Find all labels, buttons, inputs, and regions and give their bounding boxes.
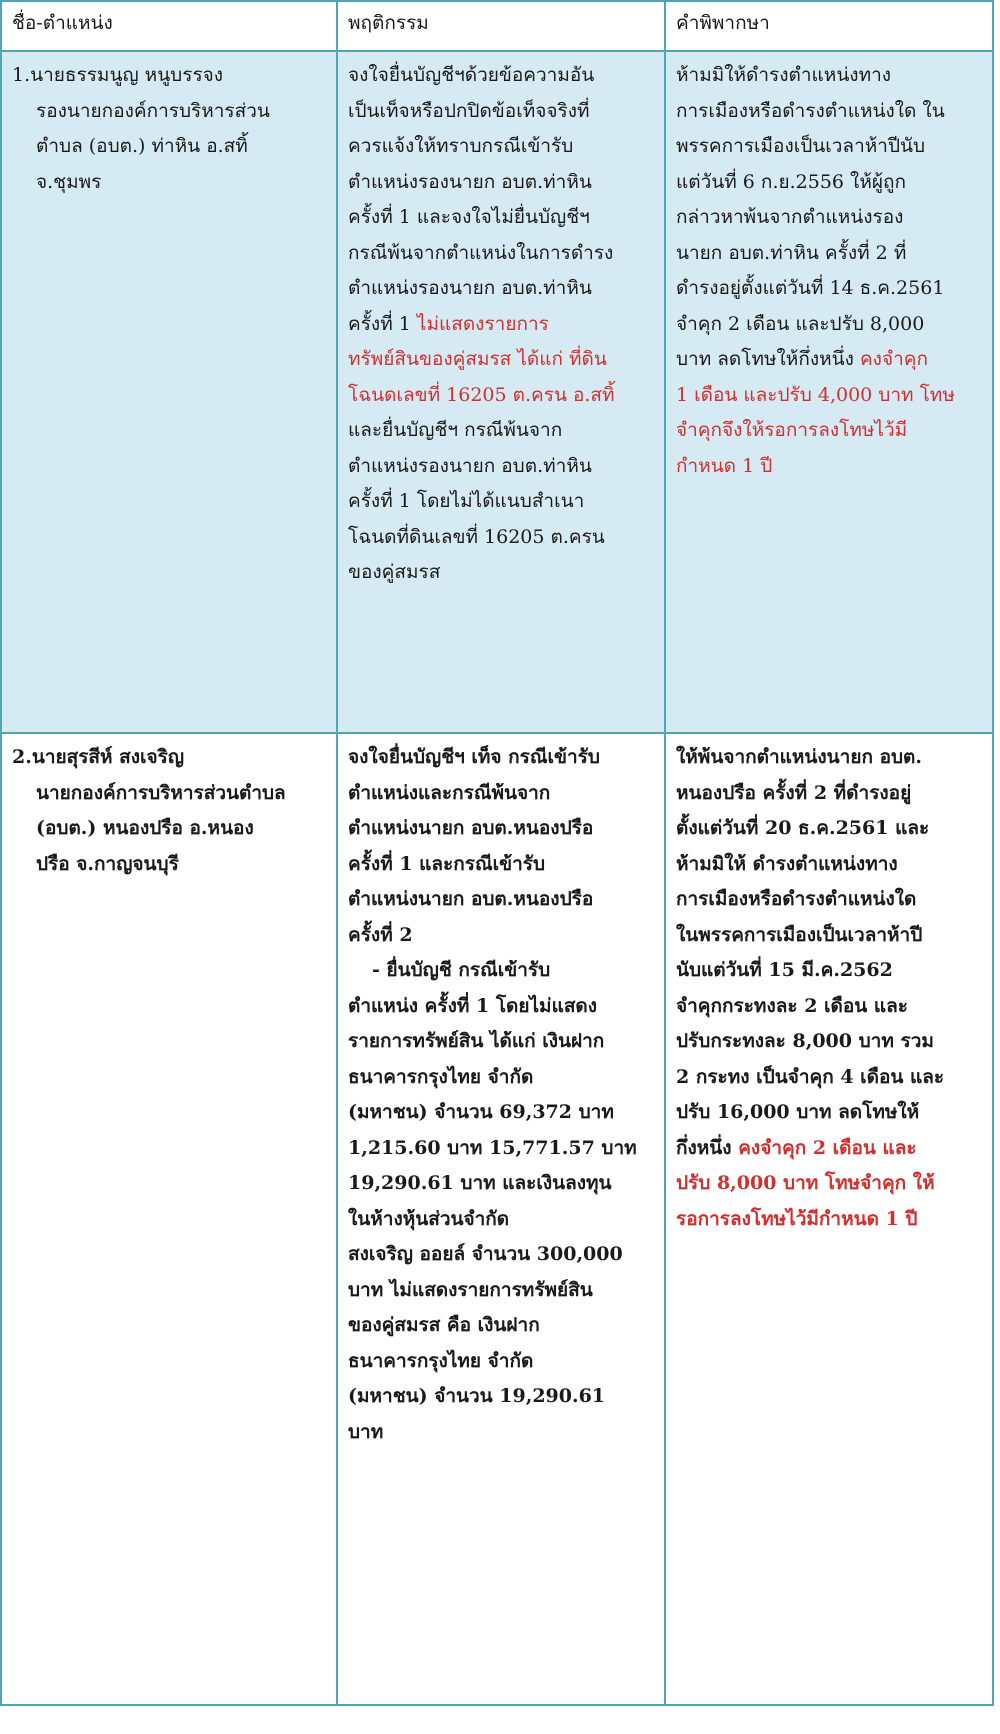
text-line: บาท xyxy=(348,1420,384,1443)
text-line: ในห้างหุ้นส่วนจำกัด xyxy=(348,1207,510,1230)
text-line: ดำรงอยู่ตั้งแต่วันที่ 14 ธ.ค.2561 xyxy=(676,277,945,299)
highlighted-text-line: โฉนดเลขที่ 16205 ต.ครน อ.สทิ้ xyxy=(348,383,615,406)
text-line: 19,290.61 บาท และเงินลงทุน xyxy=(348,1172,612,1194)
table-row xyxy=(1,733,993,1705)
text-line: ครั้งที่ 1 โดยไม่ได้แนบสำเนา xyxy=(348,490,585,512)
text-line xyxy=(348,307,654,343)
text-segment: บาท ลดโทษให้กึ่งหนึ่ง xyxy=(676,348,854,370)
text-segment: ครั้งที่ 1 xyxy=(348,312,411,335)
highlighted-text-line: ปรับ 8,000 บาท โทษจำคุก ให้ xyxy=(676,1172,935,1194)
text-line: หนองปรือ ครั้งที่ 2 ที่ดำรงอยู่ xyxy=(676,781,912,804)
highlighted-text-line: 1 เดือน และปรับ 4,000 บาท โทษ xyxy=(676,383,955,406)
cell-verdict xyxy=(665,733,993,1705)
text-line: ตำแหน่งและกรณีพ้นจาก xyxy=(348,781,551,804)
text-line: ของคู่สมรส คือ เงินฝาก xyxy=(348,1314,540,1336)
text-line: และยื่นบัญชีฯ กรณีพ้นจาก xyxy=(348,419,563,441)
text-line: ควรแจ้งให้ทราบกรณีเข้ารับ xyxy=(348,135,574,157)
text-line: แต่วันที่ 6 ก.ย.2556 ให้ผู้ถูก xyxy=(676,170,906,193)
highlighted-text: ไม่แสดงรายการ xyxy=(416,312,549,335)
text-line: เป็นเท็จหรือปกปิดข้อเท็จจริงที่ xyxy=(348,99,590,122)
cell-name-position xyxy=(1,51,337,733)
text-line: ให้พ้นจากตำแหน่งนายก อบต. xyxy=(676,746,922,768)
text-line: ของคู่สมรส xyxy=(348,561,441,583)
text-line: ปรับกระทงละ 8,000 บาท รวม xyxy=(676,1030,934,1052)
text-line: ปรือ จ.กาญจนบุรี xyxy=(36,852,179,875)
text-line: ตำแหน่ง ครั้งที่ 1 โดยไม่แสดง xyxy=(348,994,598,1017)
text-line: จำคุกกระทงละ 2 เดือน และ xyxy=(676,994,908,1017)
highlighted-text-line: ทรัพย์สินของคู่สมรส ได้แก่ ที่ดิน xyxy=(348,348,607,370)
text-line: ตำแหน่งรองนายก อบต.ท่าหิน xyxy=(348,454,592,477)
text-line: พรรคการเมืองเป็นเวลาห้าปีนับ xyxy=(676,135,926,157)
text-line: บาท ไม่แสดงรายการทรัพย์สิน xyxy=(348,1278,593,1301)
header-behavior: พฤติกรรม xyxy=(337,1,665,51)
text-line: จงใจยื่นบัญชีฯ เท็จ กรณีเข้ารับ xyxy=(348,746,600,768)
text-segment: กึ่งหนึ่ง xyxy=(676,1136,732,1159)
cell-behavior xyxy=(337,733,665,1705)
highlighted-text-line: รอการลงโทษไว้มีกำหนด 1 ปี xyxy=(676,1207,918,1230)
text-line: (มหาชน) จำนวน 19,290.61 xyxy=(348,1385,606,1407)
text-line: 2.นายสุรสีห์ สงเจริญ xyxy=(12,746,185,768)
cell-verdict xyxy=(665,51,993,733)
text-line: ตำแหน่งรองนายก อบต.ท่าหิน xyxy=(348,277,592,299)
text-line: ธนาคารกรุงไทย จำกัด xyxy=(348,1349,534,1372)
text-line: ตำแหน่งนายก อบต.หนองปรือ xyxy=(348,817,594,839)
header-verdict: คำพิพากษา xyxy=(665,1,993,51)
text-line: 1,215.60 บาท 15,771.57 บาท xyxy=(348,1136,637,1159)
text-line: ห้ามมิให้ ดำรงตำแหน่งทาง xyxy=(676,852,898,875)
text-line: (มหาชน) จำนวน 69,372 บาท xyxy=(348,1101,614,1123)
highlighted-text-line: จำคุกจึงให้รอการลงโทษไว้มี xyxy=(676,419,908,441)
text-line: การเมืองหรือดำรงตำแหน่งใด xyxy=(676,888,917,910)
text-line: ธนาคารกรุงไทย จำกัด xyxy=(348,1065,534,1088)
text-line xyxy=(676,1131,982,1167)
text-line: นายก อบต.ท่าหิน ครั้งที่ 2 ที่ xyxy=(676,241,907,264)
table-row xyxy=(1,51,993,733)
text-line: นายกองค์การบริหารส่วนตำบล xyxy=(36,781,286,804)
text-line: กล่าวหาพ้นจากตำแหน่งรอง xyxy=(676,206,904,228)
text-line: สงเจริญ ออยล์ จำนวน 300,000 xyxy=(348,1243,623,1265)
highlighted-text-line: กำหนด 1 ปี xyxy=(676,454,773,477)
text-line: การเมืองหรือดำรงตำแหน่งใด ใน xyxy=(676,99,945,122)
text-line: (อบต.) หนองปรือ อ.หนอง xyxy=(36,817,254,839)
text-line: จงใจยื่นบัญชีฯด้วยข้อความอัน xyxy=(348,64,595,86)
text-line xyxy=(676,342,982,378)
text-line: ตั้งแต่วันที่ 20 ธ.ค.2561 และ xyxy=(676,817,930,839)
text-line: โฉนดที่ดินเลขที่ 16205 ต.ครน xyxy=(348,525,605,548)
text-line: ครั้งที่ 1 และจงใจไม่ยื่นบัญชีฯ xyxy=(348,206,590,228)
text-line: ปรับ 16,000 บาท ลดโทษให้ xyxy=(676,1101,920,1123)
text-line: กรณีพ้นจากตำแหน่งในการดำรง xyxy=(348,241,614,264)
text-line: - ยื่นบัญชี กรณีเข้ารับ xyxy=(372,959,551,981)
table-header-row xyxy=(1,1,993,51)
text-line: ในพรรคการเมืองเป็นเวลาห้าปี xyxy=(676,923,923,946)
text-line: นับแต่วันที่ 15 มี.ค.2562 xyxy=(676,959,893,981)
header-name-position: ชื่อ-ตำแหน่ง xyxy=(1,1,337,51)
highlighted-text: คงจำคุก 2 เดือน และ xyxy=(738,1136,917,1159)
text-line: ตำแหน่งรองนายก อบต.ท่าหิน xyxy=(348,170,592,193)
text-line: 1.นายธรรมนูญ หนูบรรจง xyxy=(12,64,224,86)
text-line: ตำแหน่งนายก อบต.หนองปรือ xyxy=(348,888,594,910)
text-line: จำคุก 2 เดือน และปรับ 8,000 xyxy=(676,312,925,335)
cell-name-position xyxy=(1,733,337,1705)
text-line: จ.ชุมพร xyxy=(36,170,102,193)
text-line: ห้ามมิให้ดำรงตำแหน่งทาง xyxy=(676,64,892,86)
text-line: รายการทรัพย์สิน ได้แก่ เงินฝาก xyxy=(348,1030,605,1052)
text-line: ครั้งที่ 2 xyxy=(348,923,413,946)
cell-behavior xyxy=(337,51,665,733)
text-line: ครั้งที่ 1 และกรณีเข้ารับ xyxy=(348,852,546,875)
text-line: 2 กระทง เป็นจำคุก 4 เดือน และ xyxy=(676,1065,945,1088)
highlighted-text: คงจำคุก xyxy=(859,348,928,370)
text-line: ตำบล (อบต.) ท่าหิน อ.สทิ้ xyxy=(36,135,248,157)
text-line: รองนายกองค์การบริหารส่วน xyxy=(36,99,270,122)
